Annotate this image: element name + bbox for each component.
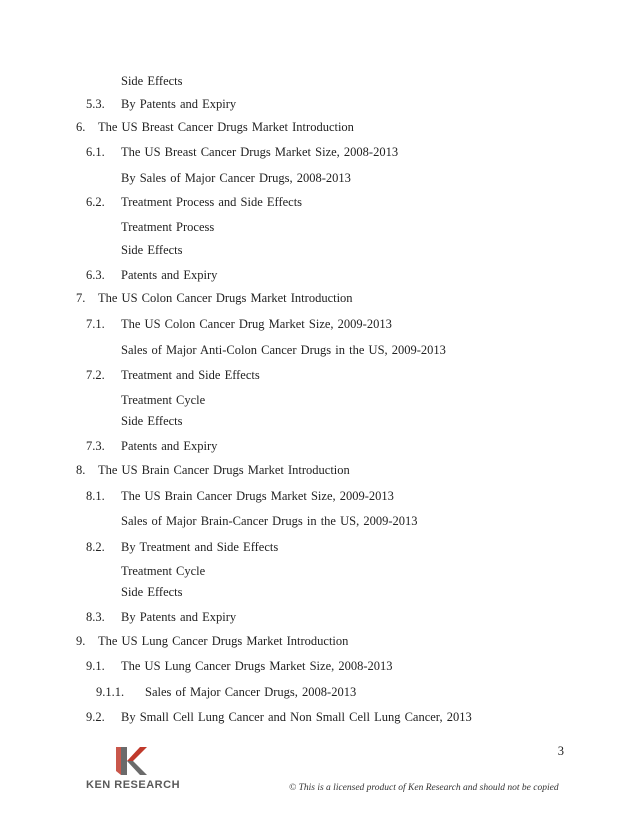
toc-entry: The US Lung Cancer Drugs Market Size, 2008-2013 [121, 659, 393, 673]
toc-entry: Sales of Major Cancer Drugs, 2008-2013 [145, 685, 357, 699]
toc-entry: By Small Cell Lung Cancer and Non Small Cell Lung Cancer, 2013 [121, 710, 472, 724]
toc-number: 9.1. [86, 659, 105, 673]
toc-entry: The US Breast Cancer Drugs Market Introduction [98, 120, 354, 134]
toc-entry: Patents and Expiry [121, 268, 218, 282]
toc-number: 7.2. [86, 368, 105, 382]
toc-entry: By Sales of Major Cancer Drugs, 2008-2013 [121, 171, 351, 185]
toc-number: 6.3. [86, 268, 105, 282]
toc-entry: The US Colon Cancer Drugs Market Introduction [98, 291, 353, 305]
toc-entry: The US Breast Cancer Drugs Market Size, 2008-2013 [121, 145, 399, 159]
toc-number: 8.2. [86, 540, 105, 554]
toc-number: 8.3. [86, 610, 105, 624]
toc-entry: Side Effects [121, 414, 183, 428]
toc-entry: By Patents and Expiry [121, 610, 237, 624]
toc-entry: Treatment Process and Side Effects [121, 195, 303, 209]
toc-entry: The US Colon Cancer Drug Market Size, 2009-2013 [121, 317, 392, 331]
toc-entry: The US Brain Cancer Drugs Market Size, 2009-2013 [121, 489, 394, 503]
toc-entry: Sales of Major Brain-Cancer Drugs in the US, 2009-2013 [121, 514, 418, 528]
toc-number: 9.1.1. [96, 685, 125, 699]
toc-number: 7. [76, 291, 86, 305]
toc-entry: Treatment Cycle [121, 564, 206, 578]
toc-number: 5.3. [86, 97, 105, 111]
copyright-note: © This is a licensed product of Ken Research and should not be copied [289, 783, 559, 793]
toc-entry: Treatment Cycle [121, 393, 206, 407]
toc-entry: Side Effects [121, 74, 183, 88]
toc-number: 8. [76, 463, 86, 477]
toc-number: 6.1. [86, 145, 105, 159]
toc-entry: Side Effects [121, 585, 183, 599]
toc-entry: By Patents and Expiry [121, 97, 237, 111]
toc-entry: Side Effects [121, 243, 183, 257]
page-number: 3 [557, 744, 564, 758]
toc-entry: The US Lung Cancer Drugs Market Introduction [98, 634, 349, 648]
toc-number: 6. [76, 120, 86, 134]
toc-entry: By Treatment and Side Effects [121, 540, 279, 554]
toc-entry: The US Brain Cancer Drugs Market Introduction [98, 463, 350, 477]
logo-text: KEN RESEARCH [86, 779, 181, 791]
toc-number: 6.2. [86, 195, 105, 209]
ken-research-logo [86, 745, 182, 795]
logo-k-icon [86, 745, 182, 779]
toc-entry: Treatment and Side Effects [121, 368, 260, 382]
toc-entry: Treatment Process [121, 220, 215, 234]
toc-number: 9. [76, 634, 86, 648]
toc-entry: Patents and Expiry [121, 439, 218, 453]
toc-number: 7.1. [86, 317, 105, 331]
toc-number: 8.1. [86, 489, 105, 503]
toc-number: 7.3. [86, 439, 105, 453]
toc-entry: Sales of Major Anti-Colon Cancer Drugs in the US, 2009-2013 [121, 343, 446, 357]
toc-number: 9.2. [86, 710, 105, 724]
